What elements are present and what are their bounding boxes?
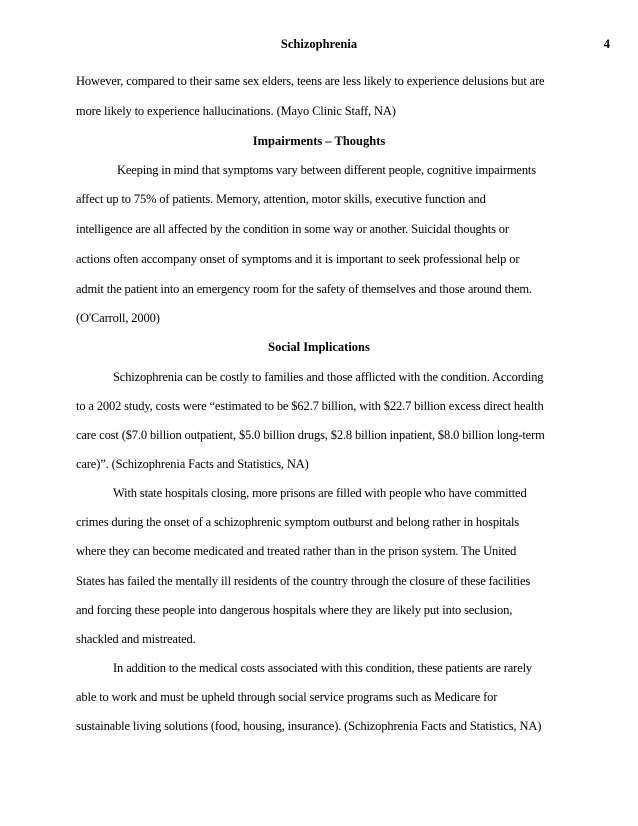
paragraph-line: care)”. (Schizophrenia Facts and Statistics, NA) [76,457,309,471]
paragraph-line: shackled and mistreated. [76,632,196,646]
running-head-title: Schizophrenia [280,37,358,51]
paragraph-line: to a 2002 study, costs were “estimated to be $62.7 billion, with $22.7 billion excess direct health [76,399,544,413]
section-heading-impairments: Impairments – Thoughts [252,134,386,148]
paragraph-line: However, compared to their same sex elders, teens are less likely to experience delusions but are [76,74,545,88]
paragraph-line: Schizophrenia can be costly to families and those afflicted with the condition. According [113,370,544,384]
paragraph-line: care cost ($7.0 billion outpatient, $5.0 billion drugs, $2.8 billion inpatient, $8.0 billion long-term [76,428,545,442]
paragraph-line: Keeping in mind that symptoms vary between different people, cognitive impairments [117,163,536,177]
paragraph-line: admit the patient into an emergency room for the safety of themselves and those around them. [76,282,532,296]
paragraph-line: sustainable living solutions (food, housing, insurance). (Schizophrenia Facts and Statistics, NA) [76,719,542,733]
paragraph-line: affect up to 75% of patients. Memory, attention, motor skills, executive function and [76,192,486,206]
paragraph-line: able to work and must be upheld through social service programs such as Medicare for [76,690,498,704]
page-number: 4 [603,37,610,51]
paragraph-line: intelligence are all affected by the condition in some way or another. Suicidal thoughts or [76,222,509,236]
paragraph-line: actions often accompany onset of symptoms and it is important to seek professional help or [76,252,520,266]
paragraph-line: and forcing these people into dangerous hospitals where they are likely put into seclusion, [76,603,513,617]
paragraph-line: where they can become medicated and treated rather than in the prison system. The United [76,544,517,558]
citation-line: (O'Carroll, 2000) [76,311,160,325]
paragraph-line: In addition to the medical costs associated with this condition, these patients are rarely [113,661,533,675]
paragraph-line: crimes during the onset of a schizophrenic symptom outburst and belong rather in hospitals [76,515,520,529]
section-heading-social-implications: Social Implications [268,340,370,354]
paragraph-line: With state hospitals closing, more prisons are filled with people who have committed [113,486,527,500]
paragraph-line: more likely to experience hallucinations. (Mayo Clinic Staff, NA) [76,104,396,118]
paragraph-line: States has failed the mentally ill residents of the country through the closure of these facilities [76,574,531,588]
